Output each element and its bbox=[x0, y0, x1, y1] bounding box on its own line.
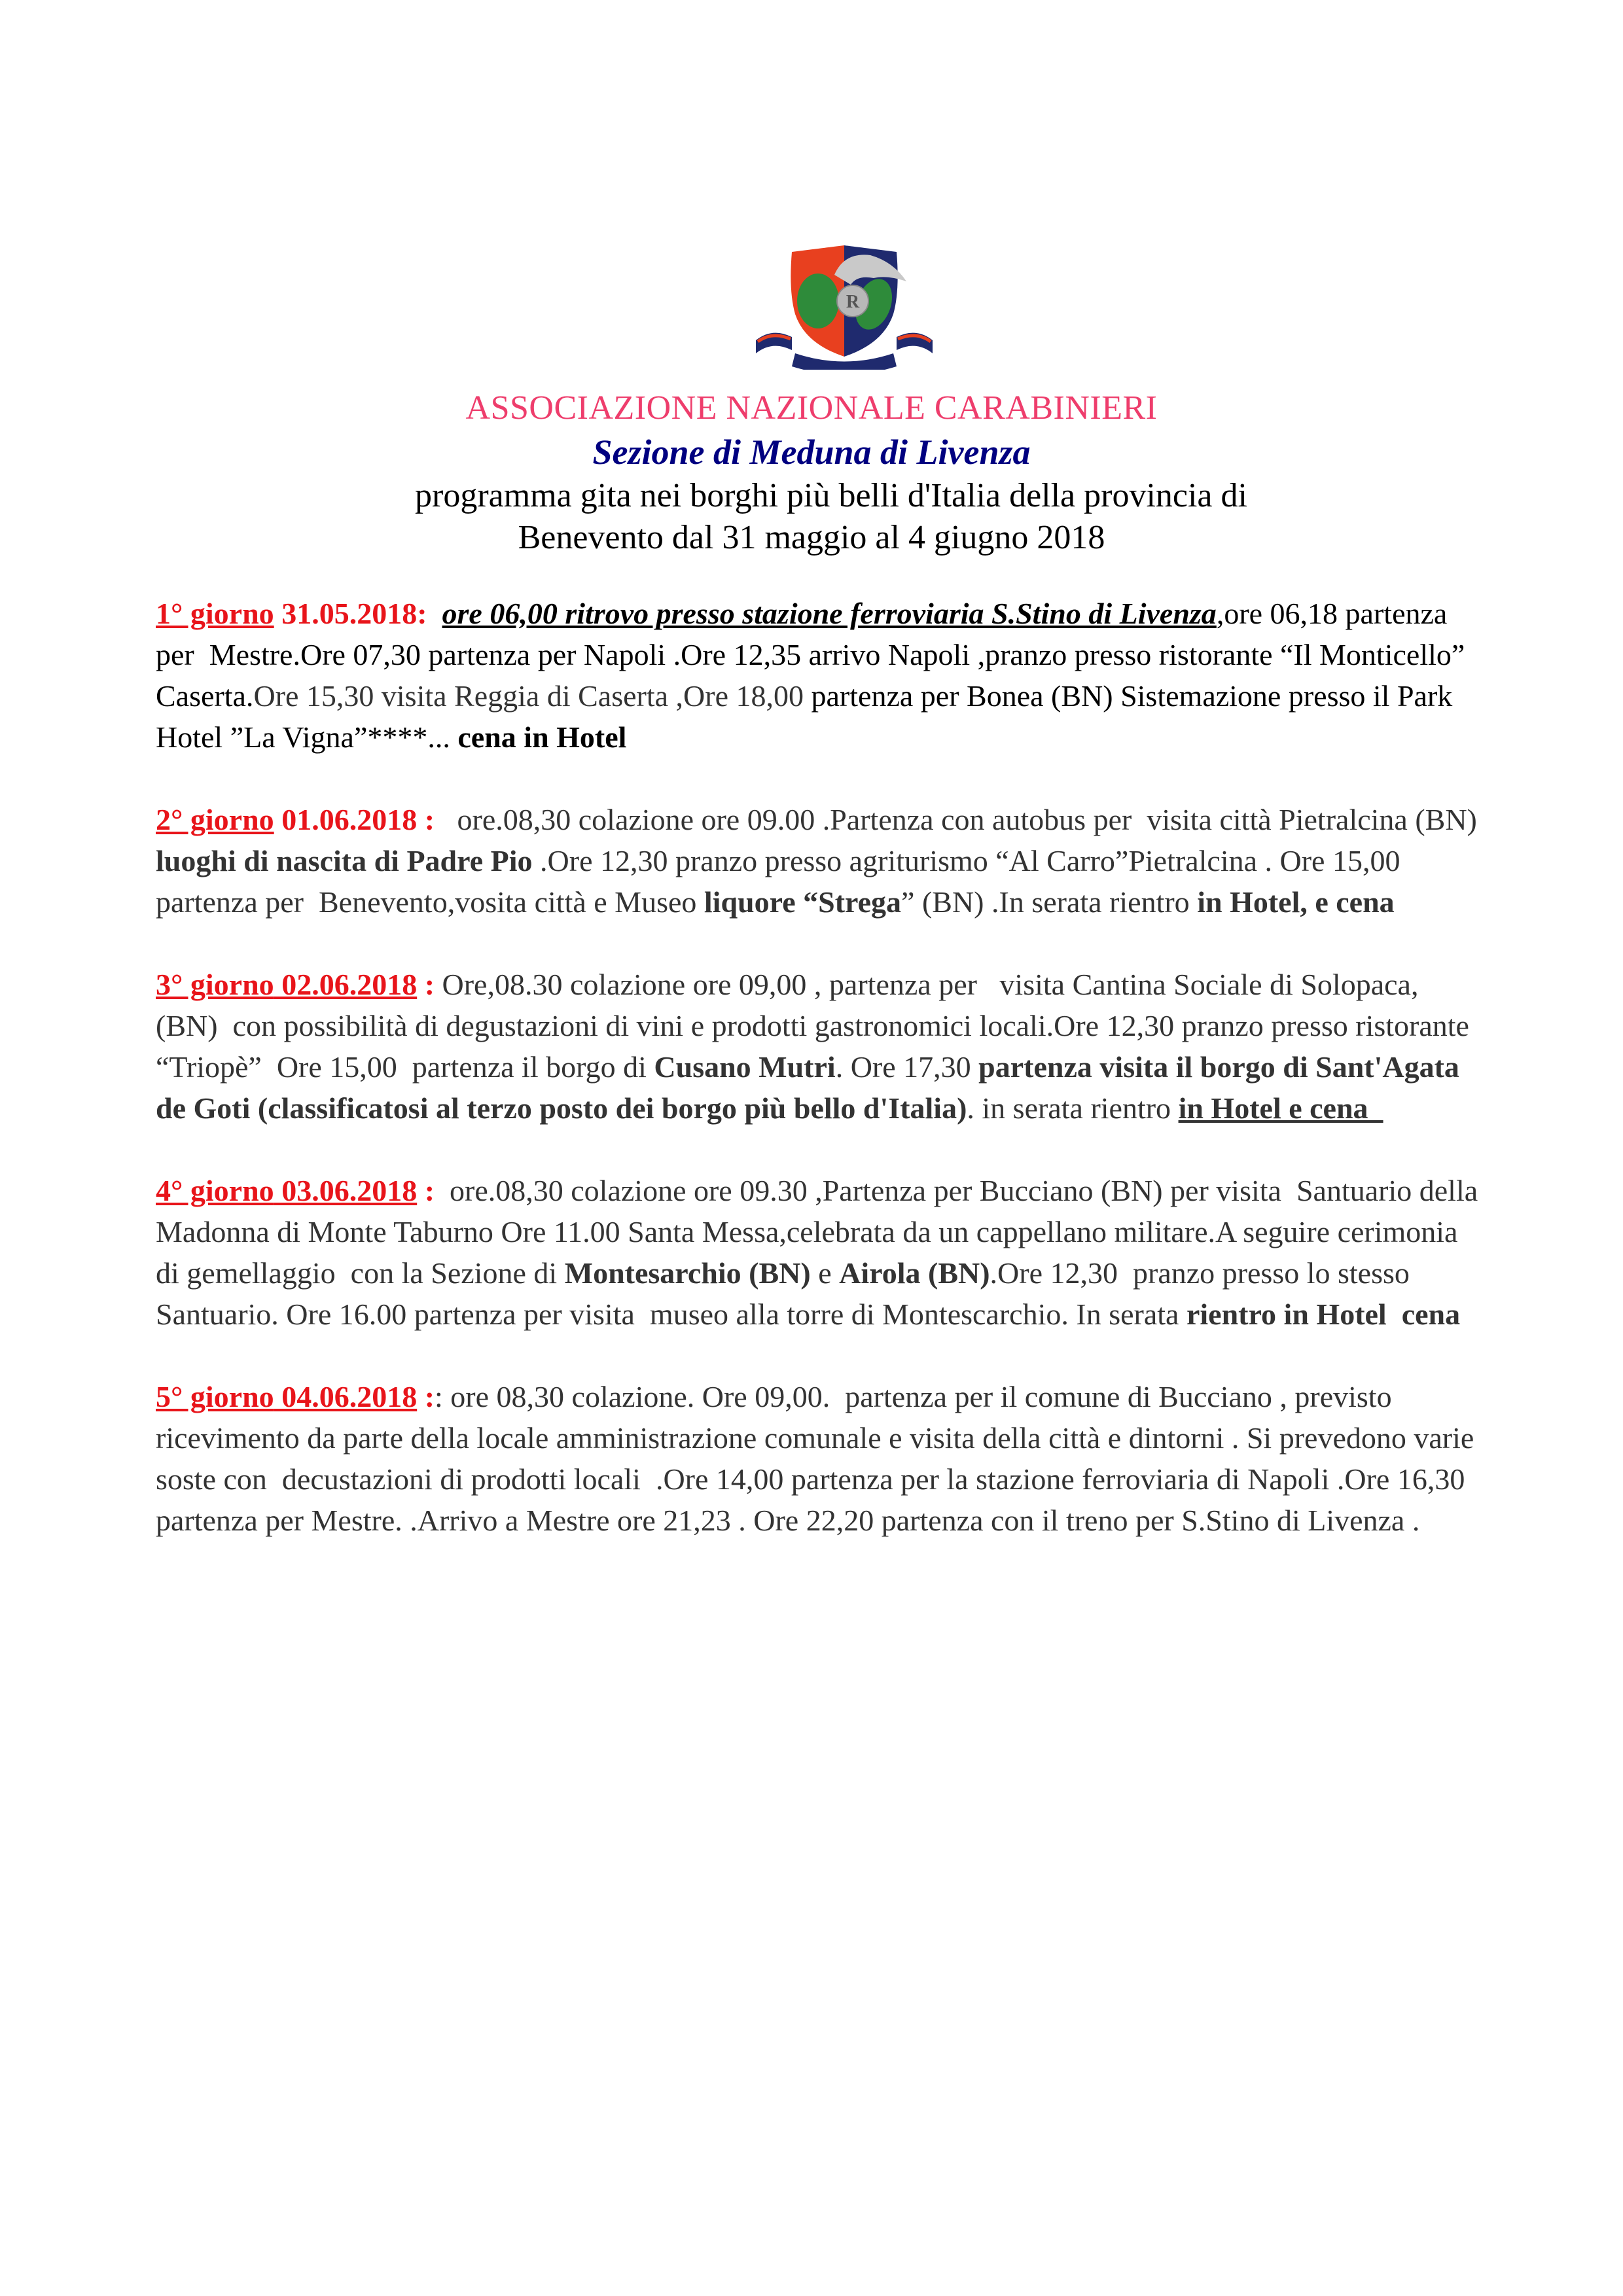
text-segment: Montesarchio (BN) bbox=[564, 1256, 811, 1290]
day-label: 3° giorno bbox=[156, 968, 274, 1001]
text-segment: Cusano Mutri bbox=[654, 1050, 836, 1084]
day-date: 01.06.2018 : bbox=[274, 803, 435, 836]
monogram: R bbox=[846, 292, 860, 312]
text-segment: ore 06,00 ritrovo presso stazione ferroviaria S.Stino di Livenza bbox=[442, 597, 1217, 630]
association-title: ASSOCIAZIONE NAZIONALE CARABINIERI bbox=[465, 389, 1158, 427]
text-segment: . Ore 17,30 bbox=[835, 1050, 979, 1084]
text-segment: luoghi di nascita di Padre Pio bbox=[156, 844, 533, 877]
day-4 bbox=[156, 1170, 1484, 1335]
document-header bbox=[0, 387, 1623, 559]
day-1 bbox=[156, 593, 1484, 758]
day-date-suffix: : bbox=[417, 968, 435, 1001]
day-label: 4° giorno bbox=[156, 1174, 274, 1207]
text-segment: ore.08,30 colazione ore 09.00 .Partenza con autobus per visita città Pietralcina (BN) bbox=[435, 803, 1485, 836]
day-date: 31.05.2018: bbox=[274, 597, 427, 630]
day-label: 5° giorno bbox=[156, 1380, 274, 1413]
text-segment: Ore 15,30 visita Reggia di Caserta ,Ore 18,00 bbox=[253, 679, 804, 713]
text-segment: ,ore 06,18 partenza per Mestre.Ore 07,30 partenza per Napoli .Ore 12,35 arrivo Napoli ,pranzo presso ristorante “Il Monticello” Caserta. bbox=[156, 597, 1472, 713]
carabinieri-crest-icon bbox=[746, 229, 942, 370]
text-segment: .Ore 12,30 pranzo presso lo stesso Santuario. Ore 16.00 partenza per visita museo alla torre di Montescarchio. In serata bbox=[156, 1256, 1418, 1331]
text-segment bbox=[427, 597, 442, 630]
day-3 bbox=[156, 964, 1484, 1129]
day-date: 04.06.2018 bbox=[274, 1380, 418, 1413]
text-segment: Airola (BN) bbox=[839, 1256, 990, 1290]
text-segment: Ore,08.30 colazione ore 09,00 , partenza per visita Cantina Sociale di Solopaca, (BN) con possibilità di degustazioni di vini e prodotti gastronomici locali.Ore 12,30 pranzo presso ristorante “Triopè” Ore 15,00 partenza il borgo di bbox=[156, 968, 1477, 1084]
oak-leaves bbox=[797, 274, 839, 328]
section-title: Sezione di Meduna di Livenza bbox=[592, 433, 1031, 472]
day-date-suffix: : bbox=[417, 1380, 435, 1413]
itinerary bbox=[156, 593, 1484, 1582]
day-label: 1° giorno bbox=[156, 597, 274, 630]
text-segment: cena in Hotel bbox=[457, 720, 627, 754]
text-segment: rientro in Hotel cena bbox=[1186, 1298, 1461, 1331]
day-date: 03.06.2018 bbox=[274, 1174, 418, 1207]
day-label: 2° giorno bbox=[156, 803, 274, 836]
text-segment: partenza visita il borgo di Sant'Agata de Goti (classificatosi al terzo posto dei borgo più bello d'Italia) bbox=[156, 1050, 1467, 1125]
text-segment: ” (BN) .In serata rientro bbox=[901, 885, 1198, 919]
program-title-line1: programma gita nei borghi più belli d'Italia della provincia di bbox=[415, 477, 1247, 514]
text-segment: liquore “Strega bbox=[704, 885, 902, 919]
program-title-line2: Benevento dal 31 maggio al 4 giugno 2018 bbox=[518, 519, 1105, 556]
text-segment: e bbox=[810, 1256, 840, 1290]
text-segment: ore.08,30 colazione ore 09.30 ,Partenza per Bucciano (BN) per visita Santuario della Madonna di Monte Taburno Ore 11.00 Santa Messa,celebrata da un cappellano militare.A seguire cerimonia di gemellaggio con la Sezione di bbox=[156, 1174, 1486, 1290]
day-date-suffix: : bbox=[417, 1174, 435, 1207]
carabinieri-crest-logo bbox=[746, 229, 942, 370]
day-2 bbox=[156, 799, 1484, 923]
text-segment: in Hotel e cena bbox=[1178, 1091, 1383, 1125]
text-segment: . in serata rientro bbox=[967, 1091, 1179, 1125]
text-segment: : ore 08,30 colazione. Ore 09,00. partenza per il comune di Bucciano , previsto ricevimento da parte della locale amministrazione comunale e visita della città e dintorni . Si prevedono varie soste con decustazioni di prodotti locali .Ore 14,00 partenza per la stazione ferroviaria di Napoli .Ore 16,30 partenza per Mestre. .Arrivo a Mestre ore 21,23 . Ore 22,20 partenza con il treno per S.Stino di Livenza . bbox=[156, 1380, 1482, 1537]
text-segment: .Ore 12,30 pranzo presso agriturismo “Al Carro”Pietralcina . Ore 15,00 partenza per Benevento,vosita città e Museo bbox=[156, 844, 1408, 919]
text-segment: partenza per Bonea (BN) Sistemazione presso il Park Hotel ”La Vigna”****... bbox=[156, 679, 1460, 754]
day-5 bbox=[156, 1376, 1484, 1541]
text-segment: in Hotel, e cena bbox=[1197, 885, 1395, 919]
day-date: 02.06.2018 bbox=[274, 968, 418, 1001]
